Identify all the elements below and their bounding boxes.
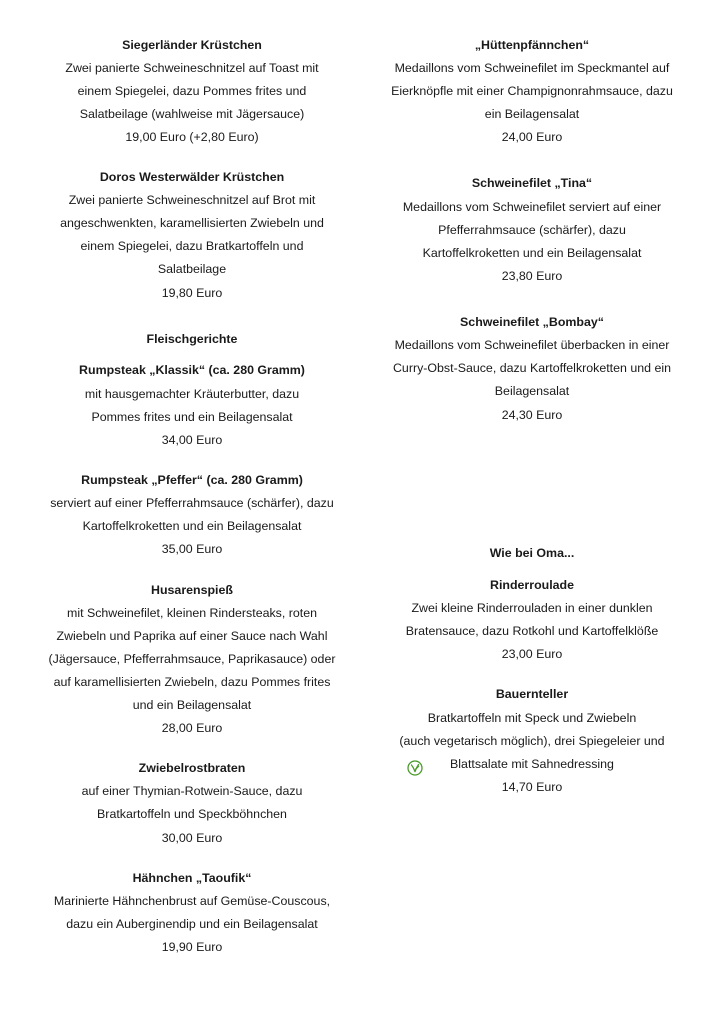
dish-description: Eierknöpfle mit einer Champignonrahmsauce, dazu	[391, 84, 673, 98]
dish-title: Rumpsteak „Pfeffer“ (ca. 280 Gramm)	[81, 473, 303, 487]
dish-price: 23,80 Euro	[501, 269, 563, 283]
dish-description: Pfefferrahmsauce (schärfer), dazu	[438, 223, 626, 237]
dish-price: 35,00 Euro	[161, 542, 223, 556]
vegetarian-leaf-icon	[407, 760, 423, 776]
dish-title: Rumpsteak „Klassik“ (ca. 280 Gramm)	[79, 363, 305, 377]
dish-price: 14,70 Euro	[501, 780, 563, 794]
dish-description: und ein Beilagensalat	[132, 698, 252, 712]
dish-price: 19,80 Euro	[161, 286, 223, 300]
dish-title: Schweinefilet „Bombay“	[460, 315, 604, 329]
dish-description: Salatbeilage	[157, 262, 227, 276]
dish-description: ein Beilagensalat	[484, 107, 580, 121]
dish-price: 24,00 Euro	[501, 130, 563, 144]
dish-price: 19,00 Euro (+2,80 Euro)	[125, 130, 259, 144]
dish-description: Pommes frites und ein Beilagensalat	[91, 410, 293, 424]
dish-description: Medaillons vom Schweinefilet serviert auf einer	[402, 200, 662, 214]
dish-price: 23,00 Euro	[501, 647, 563, 661]
dish-description: Zwiebeln und Paprika auf einer Sauce nach Wahl	[56, 629, 328, 643]
dish-description: Zwei panierte Schweineschnitzel auf Toast mit	[65, 61, 319, 75]
dish-description: Bratensauce, dazu Rotkohl und Kartoffelklöße	[405, 624, 659, 638]
dish-description: Bratkartoffeln und Speckböhnchen	[97, 807, 287, 821]
dish-price: 28,00 Euro	[161, 721, 223, 735]
dish-title: Rinderroulade	[490, 578, 574, 592]
dish-price: 34,00 Euro	[161, 433, 223, 447]
dish-description: (auch vegetarisch möglich), drei Spiegeleier und	[399, 734, 665, 748]
dish-title: Zwiebelrostbraten	[138, 761, 246, 775]
dish-description: Medaillons vom Schweinefilet im Speckmantel auf	[394, 61, 670, 75]
dish-description: Beilagensalat	[494, 384, 570, 398]
dish-description: Kartoffelkroketten und ein Beilagensalat	[422, 246, 642, 260]
section-heading-fleischgerichte: Fleischgerichte	[146, 332, 238, 346]
dish-title: „Hüttenpfännchen“	[474, 38, 590, 52]
dish-description: Kartoffelkroketten und ein Beilagensalat	[82, 519, 302, 533]
dish-title: Bauernteller	[495, 687, 569, 701]
dish-title: Doros Westerwälder Krüstchen	[99, 170, 285, 184]
dish-description: Zwei panierte Schweineschnitzel auf Brot mit	[68, 193, 316, 207]
dish-title: Hähnchen „Taoufik“	[132, 871, 252, 885]
section-heading-wie-bei-oma: Wie bei Oma...	[489, 546, 575, 560]
dish-description: (Jägersauce, Pfefferrahmsauce, Paprikasauce) oder	[48, 652, 336, 666]
dish-description: einem Spiegelei, dazu Pommes frites und	[77, 84, 307, 98]
dish-description: Blattsalate mit Sahnedressing	[450, 757, 614, 771]
dish-price: 19,90 Euro	[161, 940, 223, 954]
dish-description: Salatbeilage (wahlweise mit Jägersauce)	[79, 107, 305, 121]
dish-description: Curry-Obst-Sauce, dazu Kartoffelkroketten und ein	[392, 361, 671, 375]
dish-description: Medaillons vom Schweinefilet überbacken in einer	[394, 338, 670, 352]
dish-price: 24,30 Euro	[501, 408, 563, 422]
dish-description: Marinierte Hähnchenbrust auf Gemüse-Couscous,	[53, 894, 331, 908]
dish-description: mit Schweinefilet, kleinen Rindersteaks, roten	[67, 606, 317, 620]
dish-title: Husarenspieß	[151, 583, 233, 597]
dish-price: 30,00 Euro	[161, 831, 223, 845]
dish-description: dazu ein Auberginendip und ein Beilagensalat	[66, 917, 318, 931]
dish-title: Siegerländer Krüstchen	[122, 38, 262, 52]
dish-description: angeschwenkten, karamellisierten Zwiebeln und	[60, 216, 324, 230]
dish-title: Schweinefilet „Tina“	[471, 176, 593, 190]
dish-description: einem Spiegelei, dazu Bratkartoffeln und	[80, 239, 304, 253]
dish-description: Bratkartoffeln mit Speck und Zwiebeln	[427, 711, 637, 725]
dish-description: auf einer Thymian-Rotwein-Sauce, dazu	[81, 784, 303, 798]
dish-description: Zwei kleine Rinderrouladen in einer dunklen	[411, 601, 653, 615]
dish-description: auf karamellisierten Zwiebeln, dazu Pommes frites	[53, 675, 331, 689]
dish-description: mit hausgemachter Kräuterbutter, dazu	[84, 387, 300, 401]
dish-description: serviert auf einer Pfefferrahmsauce (schärfer), dazu	[50, 496, 334, 510]
